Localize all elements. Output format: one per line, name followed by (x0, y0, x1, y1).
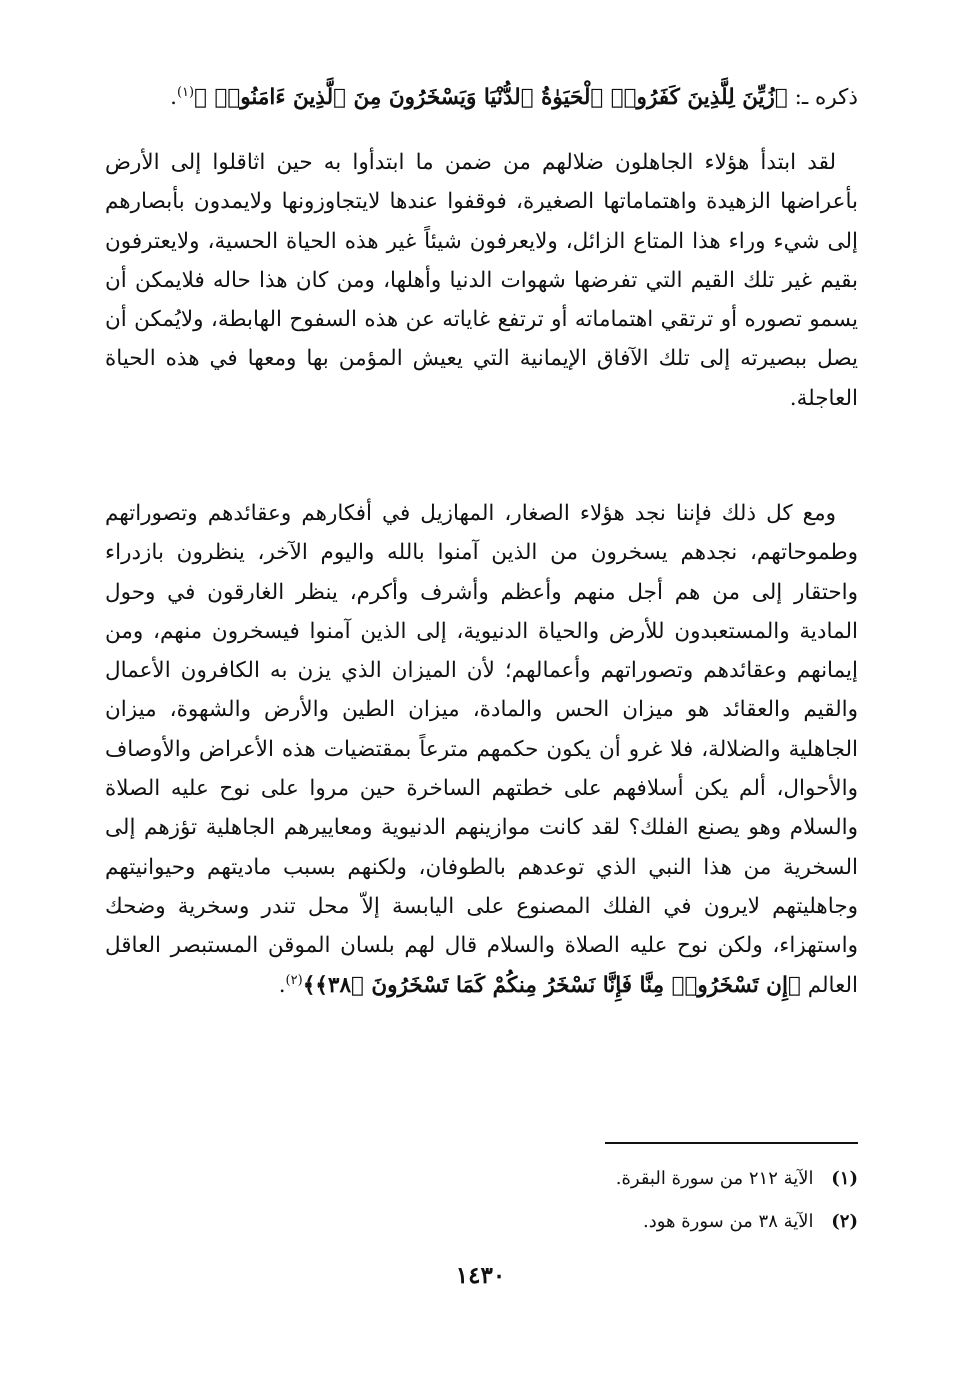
footnote-1-text: الآية ٢١٢ من سورة البقرة. (615, 1168, 814, 1189)
paragraph-2 (105, 494, 858, 1005)
opening-end: . (170, 85, 177, 110)
footnote-2 (105, 1207, 858, 1237)
footnote-2-text: الآية ٣٨ من سورة هود. (642, 1211, 814, 1232)
opening-quran-verse: ﴿زُيِّنَ لِلَّذِينَ كَفَرُوا۟ ٱلْحَيَوٰةُ ٱلدُّنْيَا وَيَسْخَرُونَ مِنَ ٱلَّذِينَ ءَامَنُوا۟ ﴾ (194, 85, 788, 110)
paragraph-1: لقد ابتدأ هؤلاء الجاهلون ضلالهم من ضمن ما ابتدأوا به حين اثاقلوا إلى الأرض بأعراضها الزهيدة واهتماماتها الصغيرة، فوقفوا عندها لايتجاوزونها ولايمدون بأبصارهم إلى شيء وراء هذا المتاع الزائل، ولايعرفون شيئاً غير هذه الحياة الحسية، ولايعترفون بقيم غير تلك القيم التي تفرضها شهوات الدنيا وأهلها، ومن كان هذا حاله فلايمكن أن يسمو تصوره أو ترتقي اهتماماته أو ترتفع غاياته عن هذه السفوح الهابطة، ولايُمكن أن يصل ببصيرته إلى تلك الآفاق الإيمانية التي يعيش المؤمن بها ومعها في هذه الحياة العاجلة. (105, 150, 858, 411)
opening-line (105, 78, 858, 117)
paragraph-2-footnote-ref[interactable]: (٢) (285, 972, 303, 988)
footnote-divider (605, 1142, 858, 1144)
paragraph-2-end: . (278, 972, 286, 998)
paragraph-2-quran-verse: ﴿إِن تَسْخَرُوا۟ مِنَّا فَإِنَّا نَسْخَرُ مِنكُمْ كَمَا تَسْخَرُونَ ﴿٣٨﴾﴾ (302, 972, 801, 998)
opening-lead: ذكره ـ: (794, 85, 858, 110)
paragraph-2-text: ومع كل ذلك فإننا نجد هؤلاء الصغار، المهازيل في أفكارهم وعقائدهم وتصوراتهم وطموحاتهم، نجدهم يسخرون من الذين آمنوا بالله واليوم الآخر، ينظرون بازدراء واحتقار إلى من هم أجل منهم وأعظم وأشرف وأكرم، ينظر الغارقون في وحول المادية والمستعبدون للأرض والحياة الدنيوية، إلى الذين آمنوا فيسخرون منهم، ومن إيمانهم وعقائدهم وتصوراتهم وأعمالهم؛ لأن الميزان الذي يزن به الكافرون الأعمال والقيم والعقائد هو ميزان الحس والمادة، ميزان الطين والأرض والشهوة، ميزان الجاهلية والضلالة، فلا غرو أن يكون حكمهم مترعاً بمقتضيات هذه الأعراض والأوصاف والأحوال، ألم يكن أسلافهم على خطتهم الساخرة حين مروا على نوح عليه الصلاة والسلام وهو يصنع الفلك؟ لقد كانت موازينهم الدنيوية ومعاييرهم الجاهلية تؤزهم إلى السخرية من هذا النبي الذي توعدهم بالطوفان، ولكنهم بسبب ماديتهم وحيوانيتهم وجاهليتهم لايرون في الفلك المصنوع على اليابسة إلاّ محل تندر وسخرية وضحك واستهزاء، ولكن نوح عليه الصلاة والسلام قال لهم بلسان الموقن المستبصر العاقل العالم (105, 501, 858, 998)
footnote-1-number: (١) (831, 1168, 858, 1189)
footnote-2-number: (٢) (831, 1211, 858, 1232)
opening-footnote-ref[interactable]: (١) (176, 84, 195, 100)
footnote-1 (105, 1164, 858, 1194)
page-number: ١٤٣٠ (455, 1262, 506, 1289)
